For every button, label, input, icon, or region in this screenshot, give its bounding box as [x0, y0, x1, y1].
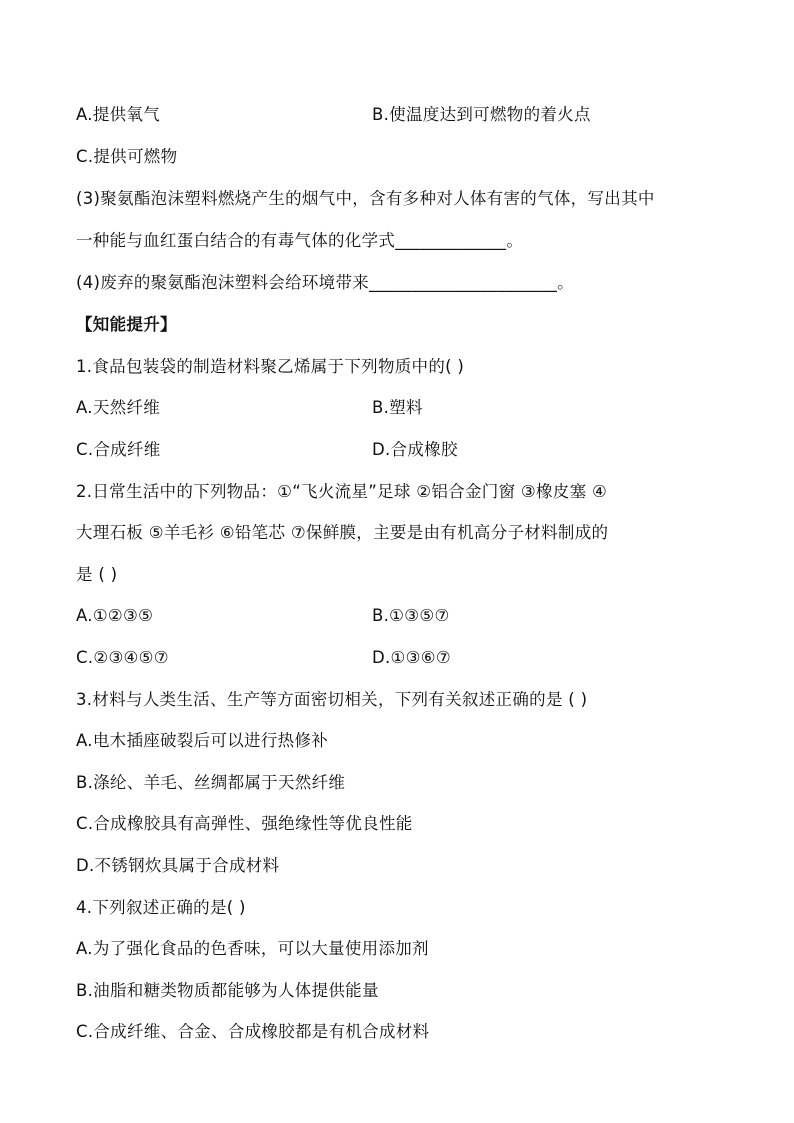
question-4-stem: 4.下列叙述正确的是( )	[76, 898, 246, 917]
question-1-option-c: C.合成纤维	[76, 440, 161, 459]
part3-line2: 一种能与血红蛋白结合的有毒气体的化学式_____________。	[76, 231, 524, 250]
question-3-option-a: A.电木插座破裂后可以进行热修补	[76, 731, 329, 750]
question-3-option-c: C.合成橡胶具有高弹性、强绝缘性等优良性能	[76, 814, 413, 833]
question-4-option-a: A.为了强化食品的色香味，可以大量使用添加剂	[76, 939, 429, 958]
option-b: B.使温度达到可燃物的着火点	[372, 105, 591, 124]
part3-line1: (3)聚氨酯泡沫塑料燃烧产生的烟气中，含有多种对人体有害的气体，写出其中	[76, 189, 655, 208]
option-c: C.提供可燃物	[76, 147, 178, 166]
question-1-option-b: B.塑料	[372, 398, 423, 417]
question-2-option-d: D.①③⑥⑦	[372, 648, 451, 667]
question-2-option-a: A.①②③⑤	[76, 606, 154, 625]
question-2-option-c: C.②③④⑤⑦	[76, 648, 169, 667]
question-2-stem-line1: 2.日常生活中的下列物品：①“飞火流星”足球 ②铝合金门窗 ③橡皮塞 ④	[76, 482, 608, 501]
part4-line1: (4)废弃的聚氨酯泡沫塑料会给环境带来______________________。	[76, 273, 574, 292]
question-2-option-b: B.①③⑤⑦	[372, 606, 450, 625]
question-1-option-d: D.合成橡胶	[372, 440, 458, 459]
question-2-stem-line3: 是 ( )	[76, 565, 118, 584]
question-4-option-b: B.油脂和糖类物质都能够为人体提供能量	[76, 981, 379, 1000]
question-1-option-a: A.天然纤维	[76, 398, 161, 417]
question-3-option-b: B.涤纶、羊毛、丝绸都属于天然纤维	[76, 773, 346, 792]
question-4-option-c: C.合成纤维、合金、合成橡胶都是有机合成材料	[76, 1022, 430, 1041]
question-3-stem: 3.材料与人类生活、生产等方面密切相关，下列有关叙述正确的是 ( )	[76, 690, 588, 709]
question-2-stem-line2: 大理石板 ⑤羊毛衫 ⑥铅笔芯 ⑦保鲜膜，主要是由有机高分子材料制成的	[76, 523, 609, 542]
section-heading: 【知能提升】	[76, 315, 177, 334]
option-a: A.提供氧气	[76, 105, 161, 124]
question-1-stem: 1.食品包装袋的制造材料聚乙烯属于下列物质中的( )	[76, 357, 465, 376]
question-3-option-d: D.不锈钢炊具属于合成材料	[76, 856, 280, 875]
